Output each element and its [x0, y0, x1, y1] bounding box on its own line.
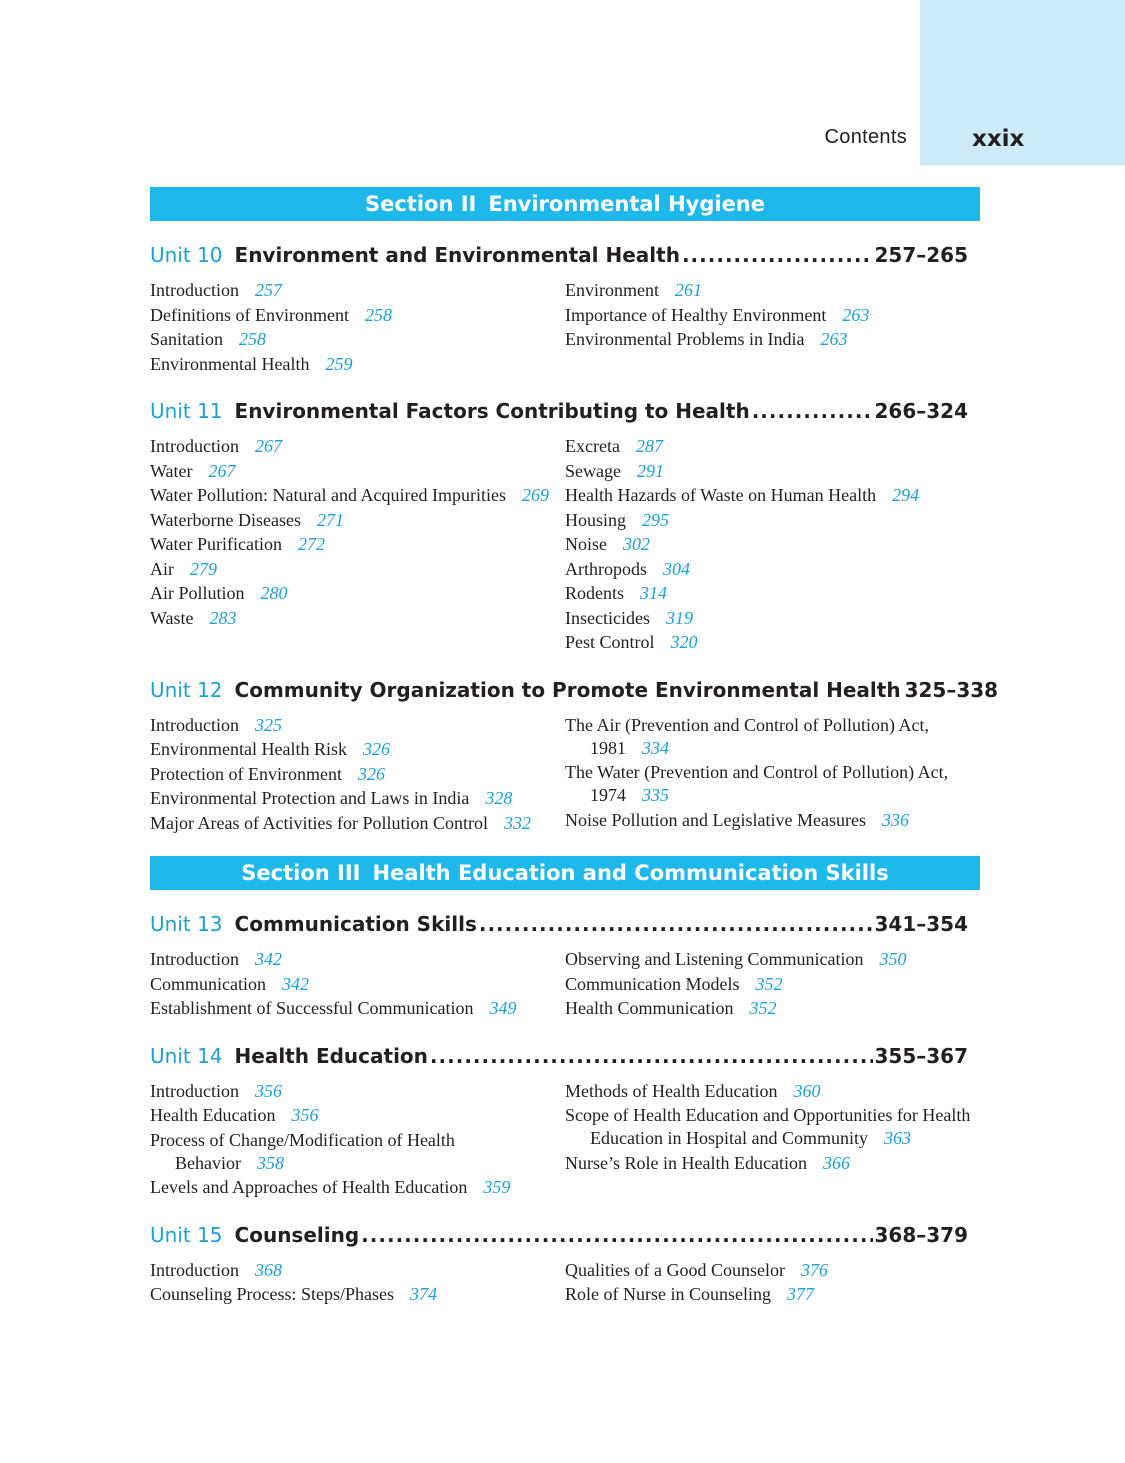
topic-page: 258	[239, 329, 266, 349]
unit-title: Communication Skills	[234, 912, 477, 936]
unit-block	[150, 910, 980, 1022]
topic-entry[interactable]	[150, 1259, 565, 1282]
topic-page: 326	[362, 739, 390, 759]
topic-page: 335	[642, 785, 669, 805]
section-spacer	[150, 836, 980, 856]
unit-heading[interactable]	[150, 1042, 968, 1070]
section-title: Environmental Hygiene	[488, 192, 765, 216]
topic-page: 320	[670, 632, 698, 652]
topic-entry[interactable]	[565, 1283, 980, 1306]
topic-title: The Air (Prevention and Control of Pollution) Act, 1981	[565, 714, 929, 758]
unit-label: Unit 11	[150, 399, 223, 423]
topic-entry[interactable]	[565, 558, 980, 581]
topic-page: 334	[642, 737, 669, 758]
table-of-contents	[150, 187, 999, 1308]
topic-title: Observing and Listening Communication	[565, 949, 864, 969]
topic-page: 356	[291, 1105, 319, 1125]
topic-entry[interactable]	[565, 509, 980, 532]
topic-title: Arthropods	[565, 558, 647, 579]
unit-topics	[150, 1259, 980, 1308]
dot-leader	[682, 241, 873, 269]
unit-title: Counseling	[234, 1222, 360, 1247]
topic-title: Nurse’s Role in Health Education	[565, 1152, 807, 1173]
topic-page: 376	[800, 1259, 828, 1280]
topic-entry[interactable]	[150, 279, 565, 302]
topic-entry[interactable]	[565, 1104, 980, 1150]
section-label: Section III	[241, 861, 361, 885]
topic-entry[interactable]	[150, 1176, 565, 1199]
topic-page: 350	[879, 949, 907, 969]
topic-entry[interactable]	[150, 328, 565, 351]
unit-title: Health Education	[234, 1043, 428, 1068]
topic-title: Importance of Healthy Environment	[565, 304, 827, 325]
unit-topics	[150, 435, 980, 656]
topic-title: Health Hazards of Waste on Human Health	[565, 485, 877, 505]
unit-label: Unit 14	[150, 1043, 223, 1068]
topic-page: 263	[820, 329, 848, 349]
topic-page: 279	[190, 558, 217, 579]
topic-page: 336	[881, 809, 909, 830]
topic-page: 280	[260, 583, 288, 603]
topic-title: Introduction	[150, 949, 239, 969]
topic-entry[interactable]	[150, 738, 565, 761]
unit-heading[interactable]	[150, 241, 968, 269]
topics-column-left	[150, 1080, 565, 1201]
topic-title: Health Communication	[565, 998, 734, 1018]
topic-title: Major Areas of Activities for Pollution Control	[150, 812, 488, 833]
topic-title: Environmental Problems in India	[565, 329, 805, 349]
topic-entry[interactable]	[150, 1080, 565, 1103]
topic-entry[interactable]	[150, 787, 565, 810]
topic-entry[interactable]	[565, 973, 980, 996]
topic-title: Introduction	[150, 436, 239, 456]
unit-block	[150, 676, 999, 837]
topic-page: 283	[209, 607, 237, 628]
topic-entry[interactable]	[150, 484, 565, 507]
dot-leader	[479, 910, 873, 938]
topic-title: Insecticides	[565, 607, 650, 628]
section-label: Section II	[364, 192, 477, 216]
topic-entry[interactable]	[150, 973, 565, 996]
unit-label: Unit 15	[150, 1222, 223, 1247]
topics-column-right	[565, 1259, 980, 1308]
topic-title: Water Pollution: Natural and Acquired Impurities	[150, 485, 506, 505]
topics-column-right	[565, 714, 980, 837]
topic-title: Housing	[565, 509, 627, 530]
unit-heading[interactable]	[150, 676, 999, 704]
topic-entry[interactable]	[150, 763, 565, 786]
topic-entry[interactable]	[150, 558, 565, 581]
topic-page: 263	[842, 304, 870, 325]
unit-heading[interactable]	[150, 397, 968, 425]
unit-topics	[150, 1080, 980, 1201]
topics-column-right	[565, 1080, 980, 1201]
topic-page: 269	[521, 485, 549, 505]
topics-column-left	[150, 1259, 565, 1308]
topic-entry[interactable]	[565, 761, 980, 807]
topic-title: Noise Pollution and Legislative Measures	[565, 809, 866, 830]
topic-entry[interactable]	[565, 631, 980, 654]
topic-title: Communication	[150, 973, 266, 994]
topic-title: Communication Models	[565, 973, 740, 994]
topic-entry[interactable]	[565, 328, 980, 351]
topic-entry[interactable]	[565, 1152, 980, 1175]
topic-entry[interactable]	[565, 279, 980, 302]
topic-entry[interactable]	[565, 1080, 980, 1103]
topic-title: Environmental Protection and Laws in India	[150, 788, 470, 808]
topics-column-left	[150, 948, 565, 1022]
topic-title: Excreta	[565, 436, 620, 456]
unit-page-range: 341–354	[874, 912, 968, 936]
topics-column-right	[565, 948, 980, 1022]
topic-entry[interactable]	[150, 812, 565, 835]
topic-title: Introduction	[150, 1259, 239, 1280]
topic-title: Methods of Health Education	[565, 1080, 778, 1101]
topic-title: Water	[150, 460, 193, 481]
topic-page: 328	[485, 788, 513, 808]
unit-block	[150, 1042, 980, 1201]
topics-column-left	[150, 435, 565, 656]
topic-page: 259	[325, 353, 353, 374]
topic-page: 304	[663, 558, 690, 579]
topic-title: Qualities of a Good Counselor	[565, 1259, 785, 1280]
topic-title: Definitions of Environment	[150, 304, 349, 325]
topic-entry[interactable]	[565, 997, 980, 1020]
topic-title: Air	[150, 558, 174, 579]
topic-page: 349	[489, 998, 517, 1018]
topic-title: Establishment of Successful Communication	[150, 998, 474, 1018]
topic-title: Environment	[565, 280, 659, 300]
topic-page: 271	[317, 509, 344, 530]
topic-page: 319	[665, 607, 693, 628]
topic-page: 325	[254, 714, 282, 735]
unit-page-range: 257–265	[874, 243, 968, 267]
topics-column-right	[565, 435, 980, 656]
topic-title: Noise	[565, 534, 607, 554]
topic-entry[interactable]	[150, 997, 565, 1020]
topic-title: Air Pollution	[150, 583, 245, 603]
topic-entry[interactable]	[565, 809, 980, 832]
section-title: Health Education and Communication Skills	[372, 861, 889, 885]
topic-page: 332	[503, 812, 531, 833]
topic-entry[interactable]	[150, 714, 565, 737]
topic-page: 287	[635, 436, 663, 456]
topic-entry[interactable]	[150, 1129, 565, 1175]
topic-title: Levels and Approaches of Health Education	[150, 1177, 468, 1197]
topic-page: 267	[254, 436, 282, 456]
topic-page: 267	[208, 460, 236, 481]
dot-leader	[430, 1042, 873, 1070]
topic-title: Introduction	[150, 714, 239, 735]
topic-entry[interactable]	[150, 353, 565, 376]
topic-page: 356	[254, 1080, 282, 1101]
topic-entry[interactable]	[565, 948, 980, 971]
topic-entry[interactable]	[565, 582, 980, 605]
topic-entry[interactable]	[150, 1283, 565, 1306]
topic-entry[interactable]	[565, 460, 980, 483]
topic-title: Scope of Health Education and Opportunities for Health Education in Hospital and Community	[565, 1105, 971, 1148]
section-header	[150, 856, 980, 890]
topic-entry[interactable]	[150, 533, 565, 556]
unit-title: Community Organization to Promote Environmental Health	[234, 677, 901, 702]
topic-title: Protection of Environment	[150, 763, 342, 784]
topic-entry[interactable]	[150, 304, 565, 327]
topic-title: Environmental Health Risk	[150, 739, 347, 759]
unit-label: Unit 13	[150, 912, 223, 936]
unit-page-range: 325–338	[904, 677, 999, 702]
topic-entry[interactable]	[150, 435, 565, 458]
section-header	[150, 187, 980, 221]
topics-column-left	[150, 279, 565, 377]
topic-page: 352	[749, 998, 777, 1018]
topic-entry[interactable]	[565, 484, 980, 507]
topic-entry[interactable]	[150, 607, 565, 630]
dot-leader	[361, 1221, 872, 1249]
topic-entry[interactable]	[565, 1259, 980, 1282]
topic-page: 363	[883, 1128, 911, 1148]
unit-label: Unit 10	[150, 243, 223, 267]
topic-title: Introduction	[150, 1080, 239, 1101]
topic-title: Water Purification	[150, 534, 283, 554]
topic-title: Waterborne Diseases	[150, 509, 301, 530]
topic-entry[interactable]	[150, 582, 565, 605]
topic-page: 302	[623, 534, 650, 554]
topic-entry[interactable]	[150, 948, 565, 971]
topic-title: Process of Change/Modification of Health Behavior	[150, 1129, 455, 1173]
topic-entry[interactable]	[150, 509, 565, 532]
unit-label: Unit 12	[150, 677, 223, 702]
topic-title: The Water (Prevention and Control of Pollution) Act, 1974	[565, 762, 949, 805]
topic-page: 377	[786, 1284, 814, 1304]
topic-page: 352	[755, 973, 783, 994]
unit-title: Environment and Environmental Health	[234, 243, 680, 267]
topic-page: 342	[282, 973, 309, 994]
topic-page: 314	[640, 583, 668, 603]
topic-title: Sewage	[565, 460, 621, 481]
unit-heading[interactable]	[150, 910, 968, 938]
dot-leader	[752, 397, 873, 425]
topic-page: 359	[483, 1177, 511, 1197]
topic-page: 326	[357, 763, 385, 784]
topic-page: 360	[793, 1080, 821, 1101]
topic-page: 366	[822, 1152, 850, 1173]
topic-title: Counseling Process: Steps/Phases	[150, 1284, 395, 1304]
unit-topics	[150, 948, 980, 1022]
topic-page: 368	[254, 1259, 282, 1280]
topic-entry[interactable]	[150, 460, 565, 483]
unit-title: Environmental Factors Contributing to Health	[234, 399, 750, 423]
unit-page-range: 355–367	[874, 1043, 968, 1068]
topic-page: 342	[254, 949, 282, 969]
topic-title: Introduction	[150, 280, 239, 300]
topic-entry[interactable]	[565, 304, 980, 327]
topic-title: Sanitation	[150, 329, 223, 349]
topic-page: 258	[364, 304, 392, 325]
unit-block	[150, 1221, 980, 1308]
topic-entry[interactable]	[565, 714, 980, 760]
topic-page: 295	[642, 509, 670, 530]
topic-title: Role of Nurse in Counseling	[565, 1284, 771, 1304]
topic-title: Health Education	[150, 1105, 276, 1125]
unit-topics	[150, 279, 980, 377]
topic-page: 374	[410, 1284, 438, 1304]
running-title: Contents	[824, 126, 907, 148]
topic-title: Pest Control	[565, 632, 655, 652]
topic-title: Waste	[150, 607, 194, 628]
unit-page-range: 368–379	[874, 1222, 968, 1247]
topic-title: Environmental Health	[150, 353, 310, 374]
unit-page-range: 266–324	[874, 399, 968, 423]
topics-column-right	[565, 279, 980, 377]
topic-page: 291	[636, 460, 664, 481]
topic-entry[interactable]	[565, 607, 980, 630]
topic-entry[interactable]	[565, 435, 980, 458]
page-number: xxix	[972, 126, 1025, 152]
topic-page: 358	[256, 1152, 284, 1173]
topic-page: 257	[254, 280, 282, 300]
unit-block	[150, 397, 980, 656]
running-head	[0, 126, 1125, 156]
topic-page: 261	[674, 280, 702, 300]
unit-block	[150, 241, 980, 377]
unit-topics	[150, 714, 980, 837]
topic-title: Rodents	[565, 583, 625, 603]
topic-page: 272	[298, 534, 326, 554]
topics-column-left	[150, 714, 565, 837]
topic-entry[interactable]	[150, 1104, 565, 1127]
topic-page: 294	[892, 485, 920, 505]
topic-entry[interactable]	[565, 533, 980, 556]
unit-heading[interactable]	[150, 1221, 968, 1249]
